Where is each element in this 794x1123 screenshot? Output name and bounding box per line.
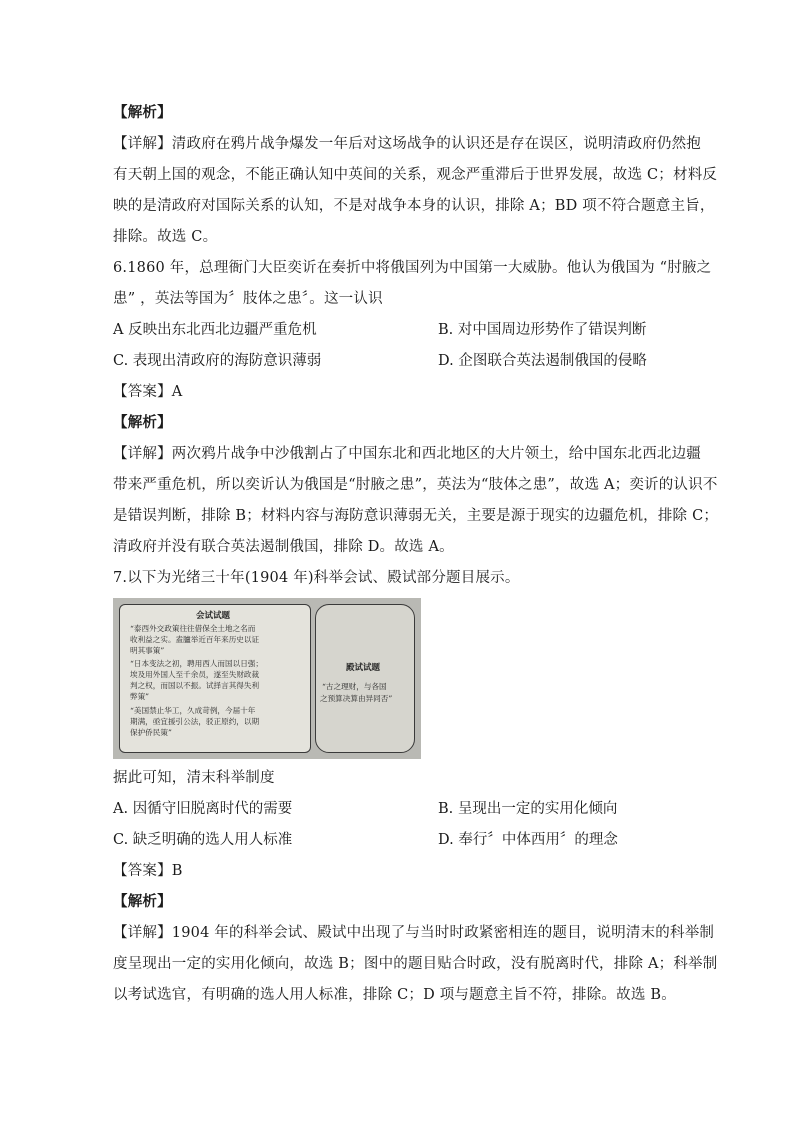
q7-answer: 【答案】B <box>113 863 183 879</box>
q6-option-c: C. 表现出清政府的海防意识薄弱 <box>113 353 322 369</box>
q7-option-b: B. 呈现出一定的实用化倾向 <box>438 801 618 817</box>
detail-line: 【详解】清政府在鸦片战争爆发一年后对这场战争的认识还是存在误区，说明清政府仍然抱 <box>113 136 701 152</box>
q6-detail-line: 是错误判断，排除 B；材料内容与海防意识薄弱无关，主要是源于现实的边疆危机，排除 C； <box>113 508 719 524</box>
detail-line: 有天朝上国的观念，不能正确认知中英间的关系，观念严重滞后于世界发展，故选 C；材料反 <box>113 167 718 183</box>
q7-lead: 据此可知，清末科举制度 <box>113 770 275 786</box>
q7-detail-line: 度呈现出一定的实用化倾向，故选 B；图中的题目贴合时政，没有脱离时代，排除 A；科举制 <box>113 956 718 972</box>
huishi-line: 保护侨民策” <box>130 728 172 737</box>
q6-option-d: D. 企图联合英法遏制俄国的侵略 <box>438 353 647 369</box>
q6-detail-line: 带来严重危机，所以奕䜣认为俄国是“肘腋之患”，英法为“肢体之患”，故选 A；奕䜣的认识不 <box>113 477 718 493</box>
q7-option-c: C. 缺乏明确的选人用人标准 <box>113 832 293 848</box>
dianshi-line: “古之理财，与各国 <box>322 682 387 691</box>
q6-detail-line: 【详解】两次鸦片战争中沙俄割占了中国东北和西北地区的大片领土，给中国东北西北边疆 <box>113 446 701 462</box>
dianshi-box <box>315 604 415 753</box>
huishi-line: 弊策” <box>130 692 150 701</box>
q7-detail-line: 以考试选官，有明确的选人用人标准，排除 C；D 项与题意主旨不符，排除。故选 B。 <box>113 987 676 1003</box>
huishi-line: 明其事策” <box>130 646 165 655</box>
q7-detail-line: 【详解】1904 年的科举会试、殿试中出现了与当时时政紧密相连的题目，说明清末的科举制 <box>113 925 715 941</box>
question-6-stem: 患” ，英法等国为〞肢体之患〞。这一认识 <box>113 291 383 307</box>
exam-questions-photo <box>113 598 421 759</box>
q6-answer: 【答案】A <box>113 384 183 400</box>
q7-option-d: D. 奉行〞中体西用〞的理念 <box>438 832 618 848</box>
huishi-box <box>119 604 311 753</box>
analysis-heading: 【解析】 <box>113 104 172 121</box>
q6-option-a: A 反映出东北西北边疆严重危机 <box>113 322 317 338</box>
huishi-line: 收利益之实。盍臚举近百年来历史以证 <box>130 635 260 644</box>
q6-detail-line: 清政府并没有联合英法遏制俄国，排除 D。故选 A。 <box>113 539 454 555</box>
question-7-stem: 7.以下为光绪三十年(1904 年)科举会试、殿试部分题目展示。 <box>113 570 520 586</box>
q7-option-a: A. 因循守旧脱离时代的需要 <box>113 801 293 817</box>
huishi-line: 判之权，而国以不振。试择言其得失利 <box>130 681 260 690</box>
question-6-stem: 6.1860 年，总理衙门大臣奕䜣在奏折中将俄国列为中国第一大威胁。他认为俄国为 “肘腋之 <box>113 260 712 276</box>
dianshi-title: 殿试试题 <box>346 663 381 673</box>
q6-analysis-heading: 【解析】 <box>113 414 172 431</box>
q7-analysis-heading: 【解析】 <box>113 893 172 910</box>
huishi-line: “日本变法之初，聘用西人而国以日强； <box>130 659 263 668</box>
detail-line: 排除。故选 C。 <box>113 229 218 245</box>
huishi-line: 期满，亟宜援引公法，驳正原约，以期 <box>130 717 260 726</box>
huishi-line: 埃及用外国人至千余员，遂至失财政裁 <box>130 670 260 679</box>
q6-option-b: B. 对中国周边形势作了错误判断 <box>438 322 647 338</box>
detail-line: 映的是清政府对国际关系的认知，不是对战争本身的认识，排除 A；BD 项不符合题意主旨， <box>113 198 715 214</box>
dianshi-line: 之预算决算由异同否” <box>320 694 393 703</box>
huishi-line: “美国禁止华工，久成苛例，今届十年 <box>130 706 256 715</box>
huishi-line: “泰西外交政策往往借保全土地之名而 <box>130 624 256 633</box>
huishi-title: 会试试题 <box>196 611 231 621</box>
